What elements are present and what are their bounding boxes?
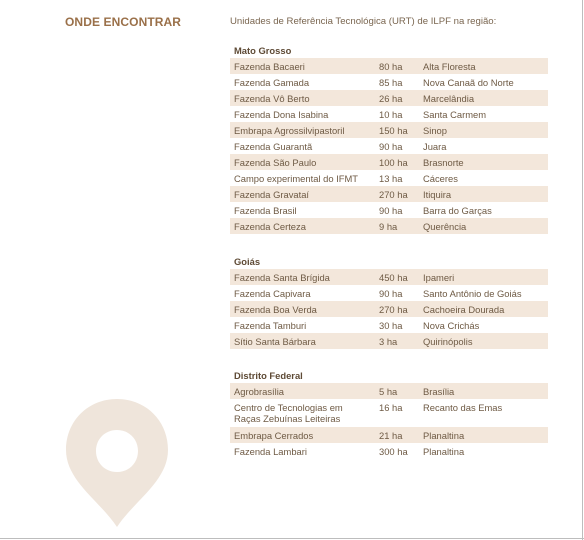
farm-city: Alta Floresta bbox=[423, 60, 476, 72]
farm-city: Santo Antônio de Goiás bbox=[423, 287, 522, 299]
intro-text: Unidades de Referência Tecnológica (URT) de ILPF na região: bbox=[230, 16, 497, 27]
table-row bbox=[230, 333, 548, 349]
farm-area: 80 ha bbox=[379, 60, 403, 72]
farm-city: Brasília bbox=[423, 385, 455, 397]
farm-area: 10 ha bbox=[379, 108, 403, 120]
table-row bbox=[230, 443, 548, 459]
table-row bbox=[230, 269, 548, 285]
table-row bbox=[230, 383, 548, 399]
table-row bbox=[230, 218, 548, 234]
farm-name: Embrapa Agrossilvipastoril bbox=[234, 124, 345, 136]
location-pin-icon bbox=[64, 397, 170, 529]
farm-city: Nova Crichás bbox=[423, 319, 480, 331]
farm-name: Fazenda Brasil bbox=[234, 204, 297, 216]
farm-city: Santa Carmem bbox=[423, 108, 487, 120]
farm-city: Barra do Garças bbox=[423, 204, 492, 216]
farm-name: Fazenda São Paulo bbox=[234, 156, 317, 168]
farm-area: 3 ha bbox=[379, 335, 398, 347]
farm-city: Brasnorte bbox=[423, 156, 464, 168]
farm-name: Fazenda Santa Brígida bbox=[234, 271, 330, 283]
table-row bbox=[230, 74, 548, 90]
table-row bbox=[230, 317, 548, 333]
farm-area: 9 ha bbox=[379, 220, 398, 232]
frame-border-right bbox=[582, 0, 583, 540]
farm-name: Fazenda Bacaeri bbox=[234, 60, 305, 72]
farm-city: Quirinópolis bbox=[423, 335, 473, 347]
farm-name: Fazenda Gravataí bbox=[234, 188, 310, 200]
farm-name: Sítio Santa Bárbara bbox=[234, 335, 316, 347]
farm-city: Planaltina bbox=[423, 429, 465, 441]
farm-city: Juara bbox=[423, 140, 447, 152]
farm-name: Fazenda Gamada bbox=[234, 76, 310, 88]
farm-city: Itiquira bbox=[423, 188, 452, 200]
farm-city: Sinop bbox=[423, 124, 447, 136]
table-row bbox=[230, 427, 548, 443]
table-row bbox=[230, 301, 548, 317]
farm-city: Nova Canaã do Norte bbox=[423, 76, 514, 88]
farm-area: 85 ha bbox=[379, 76, 403, 88]
table-row bbox=[230, 154, 548, 170]
table-row bbox=[230, 285, 548, 301]
farm-name: Fazenda Dona Isabina bbox=[234, 108, 329, 120]
farm-city: Planaltina bbox=[423, 445, 465, 457]
region-title-distrito-federal: Distrito Federal bbox=[234, 370, 303, 381]
farm-area: 270 ha bbox=[379, 303, 408, 315]
farm-name: Fazenda Tamburi bbox=[234, 319, 307, 331]
table-row bbox=[230, 138, 548, 154]
farm-name: Fazenda Certeza bbox=[234, 220, 306, 232]
table-row bbox=[230, 106, 548, 122]
farm-name: Centro de Tecnologias em Raças Zebuínas Leiteiras bbox=[234, 402, 343, 424]
farm-city: Recanto das Emas bbox=[423, 402, 503, 413]
farm-area: 16 ha bbox=[379, 402, 403, 413]
farm-name: Embrapa Cerrados bbox=[234, 429, 314, 441]
farm-name: Campo experimental do IFMT bbox=[234, 172, 359, 184]
farm-area: 26 ha bbox=[379, 92, 403, 104]
farm-area: 150 ha bbox=[379, 124, 408, 136]
table-row bbox=[230, 90, 548, 106]
farm-area: 450 ha bbox=[379, 271, 408, 283]
farm-area: 100 ha bbox=[379, 156, 408, 168]
region-title-mato-grosso: Mato Grosso bbox=[234, 45, 292, 56]
farm-area: 90 ha bbox=[379, 287, 403, 299]
farm-name: Fazenda Lambari bbox=[234, 445, 307, 457]
farm-name: Fazenda Vô Berto bbox=[234, 92, 310, 104]
farm-area: 90 ha bbox=[379, 204, 403, 216]
farm-city: Ipameri bbox=[423, 271, 455, 283]
section-heading: ONDE ENCONTRAR bbox=[65, 15, 182, 29]
farm-city: Cachoeira Dourada bbox=[423, 303, 505, 315]
farm-area: 90 ha bbox=[379, 140, 403, 152]
table-row bbox=[230, 202, 548, 218]
farm-area: 13 ha bbox=[379, 172, 403, 184]
table-row bbox=[230, 170, 548, 186]
table-row bbox=[230, 399, 548, 427]
table-row bbox=[230, 58, 548, 74]
farm-area: 270 ha bbox=[379, 188, 408, 200]
farm-area: 5 ha bbox=[379, 385, 398, 397]
farm-city: Querência bbox=[423, 220, 467, 232]
table-distrito-federal bbox=[230, 383, 548, 459]
table-row bbox=[230, 186, 548, 202]
farm-area: 21 ha bbox=[379, 429, 403, 441]
farm-area: 30 ha bbox=[379, 319, 403, 331]
farm-city: Marcelândia bbox=[423, 92, 475, 104]
region-title-goias: Goiás bbox=[234, 256, 261, 267]
frame-border-bottom bbox=[0, 538, 584, 539]
farm-area: 300 ha bbox=[379, 445, 408, 457]
farm-city: Cáceres bbox=[423, 172, 458, 184]
table-goias bbox=[230, 269, 548, 349]
table-row bbox=[230, 122, 548, 138]
farm-name: Fazenda Guarantã bbox=[234, 140, 313, 152]
farm-name: Fazenda Capivara bbox=[234, 287, 311, 299]
farm-name: Fazenda Boa Verda bbox=[234, 303, 317, 315]
table-mato-grosso bbox=[230, 58, 548, 234]
farm-name: Agrobrasília bbox=[234, 385, 285, 397]
